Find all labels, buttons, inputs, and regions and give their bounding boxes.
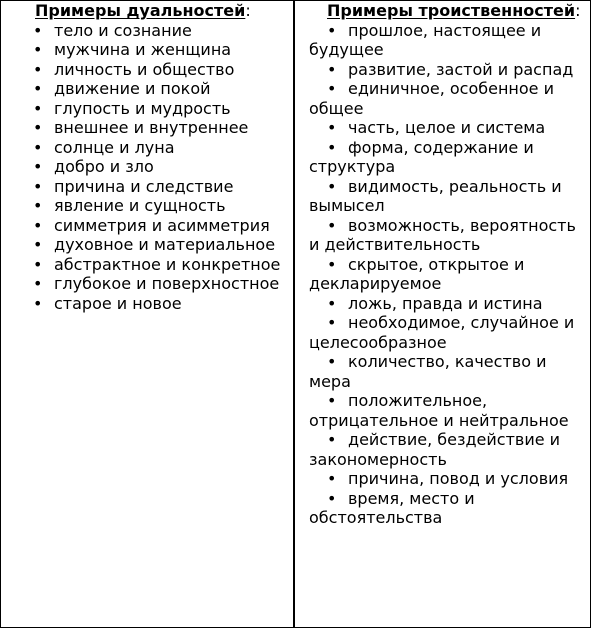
duality-item: [15, 138, 291, 158]
duality-item: [15, 79, 291, 99]
trinity-item: [309, 391, 588, 430]
bullet-icon: •: [327, 79, 337, 98]
duality-item-text: глубокое и поверхностное: [54, 274, 280, 293]
dualities-heading-colon: :: [245, 1, 251, 20]
duality-item: [15, 255, 291, 275]
trinity-item-text: развитие, застой и распад: [348, 59, 574, 79]
trinity-item-text: возможность, вероятность и действительность: [309, 215, 576, 254]
trinity-item: [309, 60, 588, 80]
bullet-icon: •: [33, 98, 43, 118]
duality-item: [15, 60, 291, 80]
bullet-icon: •: [327, 488, 337, 508]
duality-item: [15, 274, 291, 294]
duality-item-text: мужчина и женщина: [54, 40, 232, 59]
duality-item: [15, 177, 291, 197]
duality-item: [15, 216, 291, 236]
dualities-list: [15, 21, 291, 314]
duality-item-text: духовное и материальное: [54, 235, 276, 254]
bullet-icon: •: [33, 274, 43, 293]
duality-item-text: старое и новое: [54, 293, 182, 313]
bullet-icon: •: [327, 137, 337, 157]
bullet-icon: •: [33, 196, 43, 215]
bullet-icon: •: [327, 430, 337, 449]
bullet-icon: •: [33, 79, 43, 98]
trinities-heading: [309, 1, 588, 21]
trinities-column: [295, 1, 590, 627]
bullet-icon: •: [33, 157, 43, 176]
trinities-heading-title: Примеры троиственностей: [327, 1, 576, 20]
trinity-item: [309, 138, 588, 177]
duality-item-text: солнце и луна: [54, 137, 175, 157]
duality-item: [15, 294, 291, 314]
bullet-icon: •: [33, 215, 43, 235]
trinity-item: [309, 469, 588, 489]
trinities-heading-colon: :: [575, 1, 581, 20]
duality-item-text: симметрия и асимметрия: [54, 215, 270, 235]
dualities-heading-title: Примеры дуальностей: [35, 1, 246, 20]
trinity-item: [309, 21, 588, 60]
dualities-column: [1, 1, 295, 627]
trinity-item-text: причина, повод и условия: [348, 469, 569, 488]
duality-item: [15, 99, 291, 119]
duality-item-text: причина и следствие: [54, 176, 234, 196]
trinity-item-text: скрытое, открытое и декларируемое: [309, 254, 525, 293]
duality-item-text: внешнее и внутреннее: [54, 118, 249, 137]
bullet-icon: •: [33, 176, 43, 196]
trinities-list: [309, 21, 588, 528]
duality-item-text: абстрактное и конкретное: [54, 254, 281, 274]
trinity-item: [309, 430, 588, 469]
dualities-heading: [15, 1, 291, 21]
bullet-icon: •: [33, 235, 43, 254]
bullet-icon: •: [33, 40, 43, 59]
bullet-icon: •: [327, 254, 337, 274]
trinity-item-text: форма, содержание и структура: [309, 137, 534, 176]
trinity-item: [309, 489, 588, 528]
duality-item-text: добро и зло: [54, 157, 154, 176]
trinity-item: [309, 177, 588, 216]
trinity-item-text: необходимое, случайное и целесообразное: [309, 313, 575, 352]
bullet-icon: •: [33, 59, 43, 79]
duality-item: [15, 235, 291, 255]
trinity-item: [309, 118, 588, 138]
duality-item: [15, 118, 291, 138]
bullet-icon: •: [327, 313, 337, 332]
bullet-icon: •: [33, 254, 43, 274]
bullet-icon: •: [33, 20, 43, 40]
trinity-item-text: единичное, особенное и общее: [309, 79, 555, 118]
duality-item: [15, 21, 291, 41]
trinity-item: [309, 216, 588, 255]
trinity-item: [309, 79, 588, 118]
trinity-item: [309, 294, 588, 314]
bullet-icon: •: [327, 352, 337, 371]
duality-item: [15, 196, 291, 216]
trinity-item: [309, 255, 588, 294]
bullet-icon: •: [327, 118, 337, 137]
trinity-item-text: видимость, реальность и вымысел: [309, 176, 562, 215]
trinity-item-text: действие, бездействие и закономерность: [309, 430, 561, 469]
trinity-item: [309, 352, 588, 391]
bullet-icon: •: [327, 20, 337, 40]
trinity-item-text: время, место и обстоятельства: [309, 488, 475, 527]
duality-item: [15, 157, 291, 177]
duality-item: [15, 40, 291, 60]
trinity-item-text: положительное, отрицательное и нейтральное: [309, 391, 569, 430]
trinity-item-text: количество, качество и мера: [309, 352, 547, 391]
bullet-icon: •: [327, 293, 337, 313]
bullet-icon: •: [33, 137, 43, 157]
bullet-icon: •: [33, 293, 43, 313]
bullet-icon: •: [327, 215, 337, 235]
trinity-item-text: часть, целое и система: [348, 118, 546, 137]
bullet-icon: •: [327, 391, 337, 410]
duality-item-text: тело и сознание: [54, 20, 192, 40]
trinity-item: [309, 313, 588, 352]
duality-item-text: движение и покой: [54, 79, 211, 98]
bullet-icon: •: [327, 59, 337, 79]
trinity-item-text: ложь, правда и истина: [348, 293, 543, 313]
duality-item-text: явление и сущность: [54, 196, 226, 215]
duality-item-text: личность и общество: [54, 59, 235, 79]
bullet-icon: •: [33, 118, 43, 137]
bullet-icon: •: [327, 176, 337, 196]
trinity-item-text: прошлое, настоящее и будущее: [309, 20, 542, 59]
duality-item-text: глупость и мудрость: [54, 98, 231, 118]
bullet-icon: •: [327, 469, 337, 488]
